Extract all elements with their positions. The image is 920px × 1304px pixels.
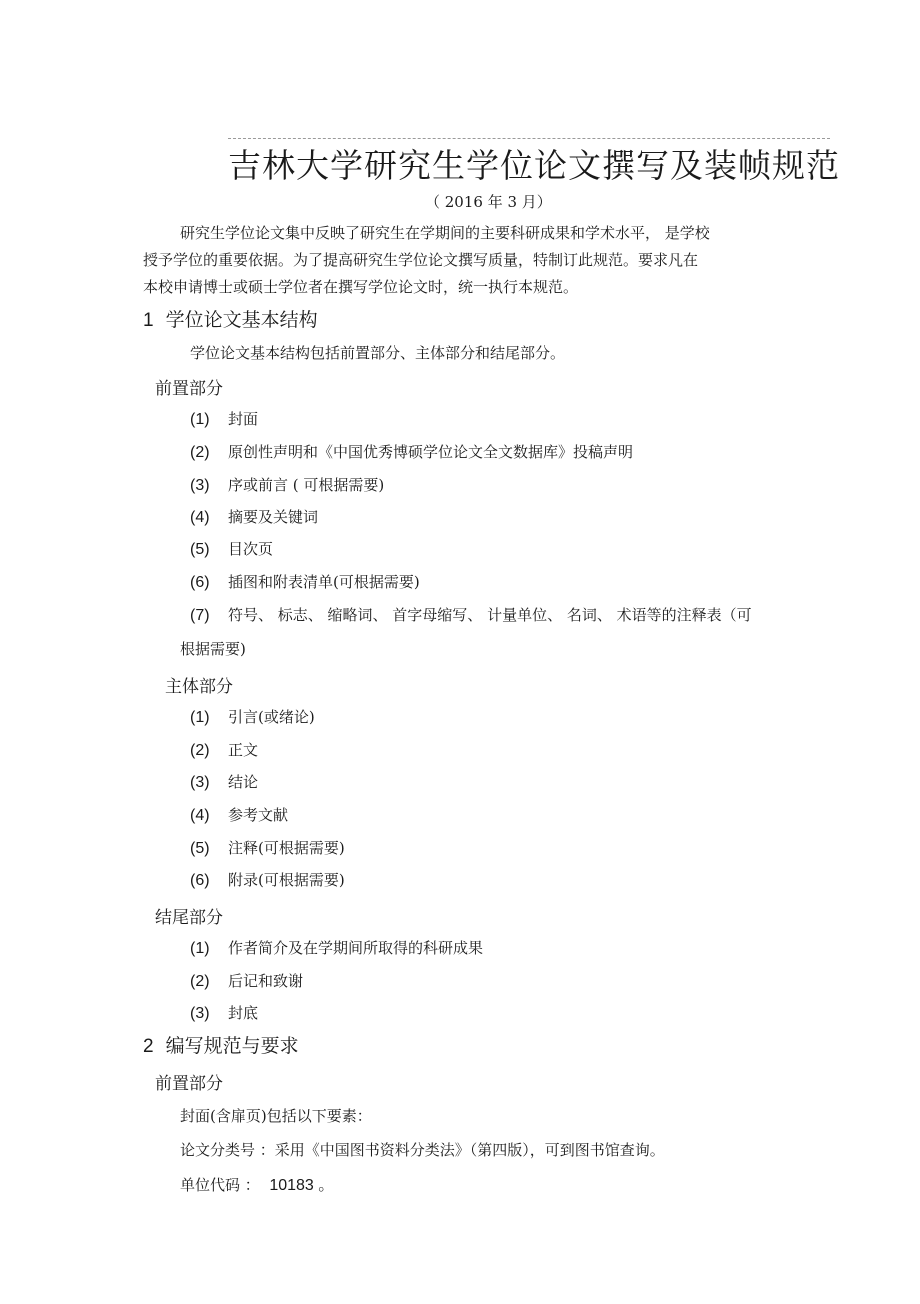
body-item-4: (4) 参考文献 — [190, 806, 289, 824]
document-title: 吉林大学研究生学位论文撰写及装帧规范 — [228, 146, 840, 185]
front-part-heading: 前置部分 — [155, 379, 223, 399]
section-2-front-heading: 前置部分 — [155, 1074, 223, 1094]
front-item-6: (6) 插图和附表清单(可根据需要) — [190, 573, 420, 591]
front-item-3: (3) 序或前言 ( 可根据需要) — [190, 476, 385, 494]
document-date: （ 2016 年 3 月） — [425, 193, 552, 211]
section-2-heading — [143, 1031, 299, 1058]
front-item-2: (2) 原创性声明和《中国优秀博硕学位论文全文数据库》投稿声明 — [190, 443, 634, 461]
body-item-2: (2) 正文 — [190, 741, 259, 759]
section-1-number: 1 — [143, 310, 154, 331]
body-item-1: (1) 引言(或绪论) — [190, 708, 315, 726]
body-item-6: (6) 附录(可根据需要) — [190, 871, 345, 889]
unit-code-label: 单位代码 ： — [180, 1176, 260, 1194]
section-2-number: 2 — [143, 1036, 154, 1057]
front-item-7: (7) 符号、 标志、 缩略词、 首字母缩写、 计量单位、 名词、 术语等的注释表（可 — [190, 606, 752, 624]
classification-line: 论文分类号 ：采用《中国图书资料分类法》（第四版），可到图书馆查询。 — [180, 1141, 665, 1159]
end-item-3: (3) 封底 — [190, 1004, 259, 1022]
end-item-2: (2) 后记和致谢 — [190, 972, 304, 990]
header-rule — [228, 138, 830, 139]
section-1-title: 学位论文基本结构 — [165, 309, 318, 331]
front-item-7-cont: 根据需要) — [180, 640, 246, 658]
end-item-1: (1) 作者简介及在学期间所取得的科研成果 — [190, 939, 484, 957]
body-item-5: (5) 注释(可根据需要) — [190, 839, 345, 857]
cover-intro: 封面(含扉页)包括以下要素： — [180, 1107, 372, 1125]
section-1-heading — [143, 305, 318, 332]
body-part-heading: 主体部分 — [165, 677, 233, 697]
unit-code-value: 10183 。 — [269, 1177, 335, 1194]
intro-line-2: 授予学位的重要依据。为了提高研究生学位论文撰写质量，特制订此规范。要求凡在 — [143, 251, 699, 269]
front-item-4: (4) 摘要及关键词 — [190, 508, 319, 526]
front-item-5: (5) 目次页 — [190, 540, 274, 558]
section-2-title: 编写规范与要求 — [165, 1035, 299, 1057]
intro-line-1: 研究生学位论文集中反映了研究生在学期间的主要科研成果和学术水平， 是学校 — [180, 224, 710, 242]
section-1-desc: 学位论文基本结构包括前置部分、主体部分和结尾部分。 — [190, 344, 566, 362]
end-part-heading: 结尾部分 — [155, 908, 223, 928]
intro-line-3: 本校申请博士或硕士学位者在撰写学位论文时，统一执行本规范。 — [143, 278, 579, 296]
body-item-3: (3) 结论 — [190, 773, 259, 791]
front-item-1: (1) 封面 — [190, 410, 259, 428]
unit-code-line — [180, 1172, 334, 1195]
